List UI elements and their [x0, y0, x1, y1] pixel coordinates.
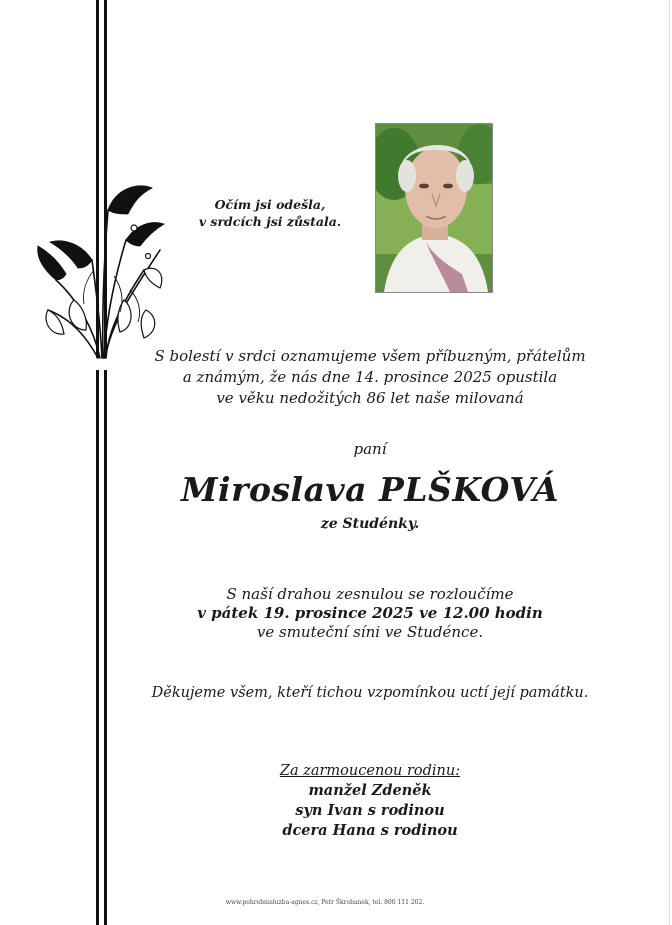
- farewell-details: [110, 585, 630, 642]
- title-word: paní: [353, 440, 387, 458]
- farewell-datetime: v pátek 19. prosince 2025 ve 12.00 hodin: [197, 604, 543, 622]
- family-section: [110, 761, 630, 841]
- calla-lily-icon: [34, 180, 168, 360]
- page-edge: [669, 0, 670, 925]
- announcement-line: S bolestí v srdci oznamujeme všem příbuzným, přátelům: [154, 347, 586, 365]
- deceased-name: Miroslava PLŠKOVÁ: [181, 470, 559, 509]
- motto: [190, 196, 350, 230]
- announcement-line: ve věku nedožitých 86 let naše milovaná: [216, 389, 524, 407]
- motto-line: v srdcích jsi zůstala.: [198, 214, 342, 229]
- portrait-photo: [375, 123, 493, 293]
- farewell-place: ve smuteční síni ve Studénce.: [256, 623, 484, 641]
- announcement-text: [110, 346, 630, 409]
- vertical-rule-right: [104, 0, 107, 925]
- motto-line: Očím jsi odešla,: [214, 197, 326, 212]
- family-heading: Za zarmoucenou rodinu:: [279, 763, 461, 779]
- family-member: syn Ivan s rodinou: [295, 802, 445, 819]
- deceased-origin: ze Studénky.: [320, 516, 420, 532]
- footer-credit: www.pohrebnisluzba-agnes.cz, Petr Škrobanek, tel. 800 111 202.: [225, 899, 425, 906]
- thanks-text: Děkujeme všem, kteří tichou vzpomínkou uctí její památku.: [151, 685, 589, 701]
- announcement-line: a známým, že nás dne 14. prosince 2025 opustila: [182, 368, 558, 386]
- portrait-image: [376, 124, 492, 292]
- family-member: manžel Zdeněk: [308, 782, 432, 799]
- vertical-rule-left: [96, 0, 99, 925]
- family-member: dcera Hana s rodinou: [282, 822, 458, 839]
- farewell-line: S naší drahou zesnulou se rozloučíme: [226, 585, 514, 603]
